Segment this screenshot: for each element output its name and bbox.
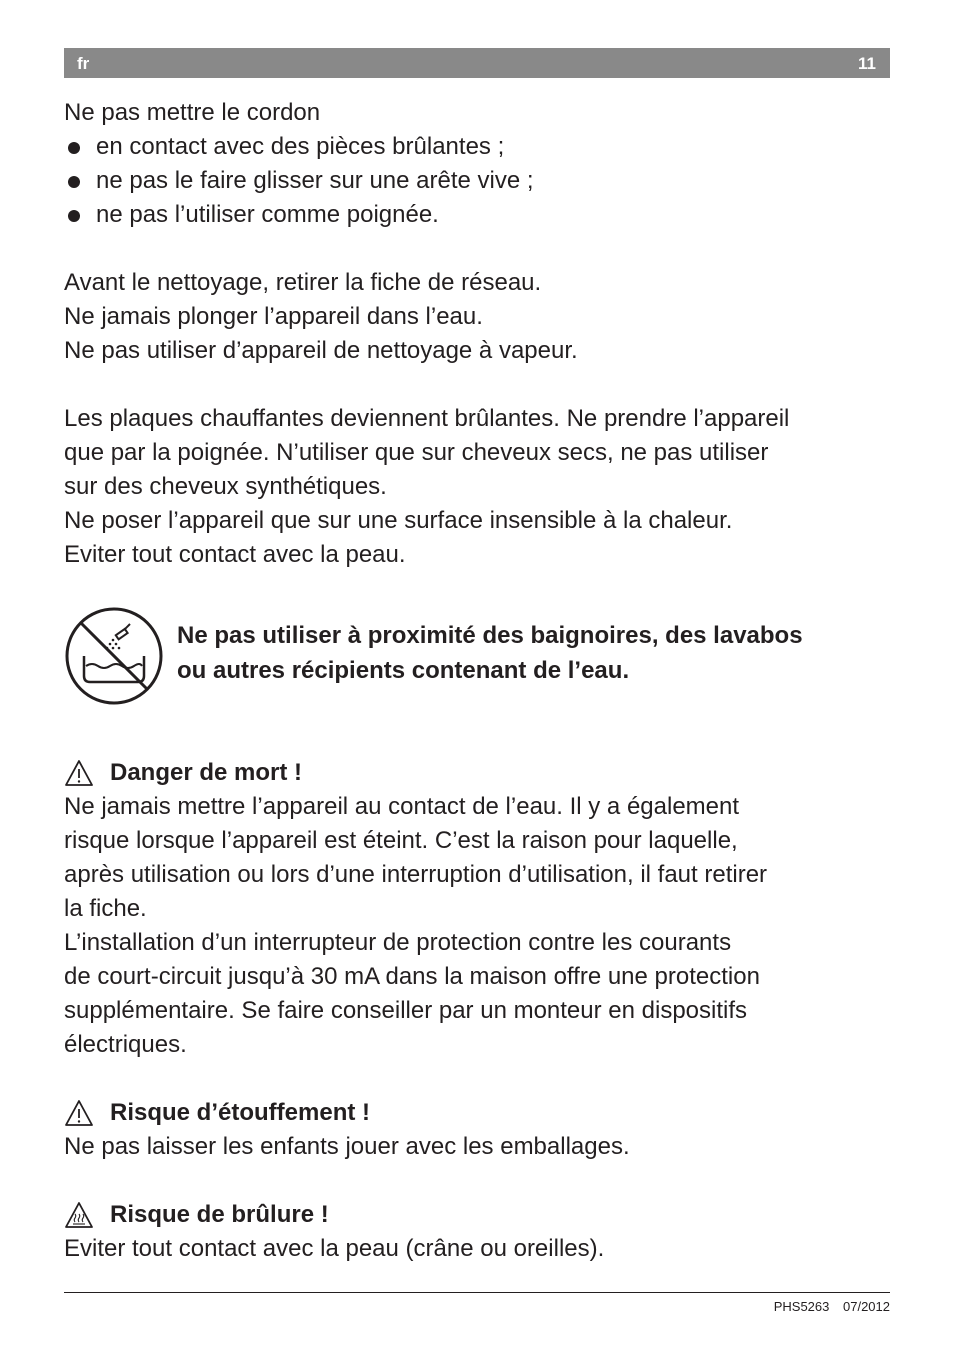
text-line: Ne poser l’appareil que sur une surface insensible à la chaleur. (64, 507, 733, 534)
text-line: Ne pas utiliser d’appareil de nettoyage à vapeur. (64, 337, 578, 364)
text-line: sur des cheveux synthétiques. (64, 473, 387, 500)
page-header-bar (64, 48, 890, 78)
text-line: Ne jamais plonger l’appareil dans l’eau. (64, 303, 483, 330)
model-number: PHS5263 (773, 1299, 830, 1314)
list-item: en contact avec des pièces brûlantes ; (64, 130, 894, 164)
text-line: Ne pas laisser les enfants jouer avec les emballages. (64, 1133, 630, 1160)
text-line: risque lorsque l’appareil est éteint. C’est la raison pour laquelle, (64, 827, 738, 854)
list-item: ne pas l’utiliser comme poignée. (64, 198, 894, 232)
text-line: ou autres récipients contenant de l’eau. (177, 657, 630, 684)
text-line: après utilisation ou lors d’une interruption d’utilisation, il faut retirer (64, 861, 768, 888)
page-content (64, 96, 894, 1266)
text-line: Eviter tout contact avec la peau (crâne ou oreilles). (64, 1235, 605, 1262)
water-warning-text (177, 618, 803, 688)
no-water-proximity-icon (64, 606, 164, 706)
cord-section (64, 96, 894, 232)
bullet-dot-icon (68, 210, 80, 222)
footer-divider (64, 1292, 890, 1293)
text-line: que par la poignée. N’utiliser que sur cheveux secs, ne pas utiliser (64, 439, 769, 466)
page-footer (774, 1299, 890, 1314)
text-line: L’installation d’un interrupteur de protection contre les courants (64, 929, 732, 956)
text-line: Ne pas utiliser à proximité des baignoires, des lavabos (177, 622, 803, 649)
danger-heading: Danger de mort ! (64, 756, 894, 790)
text-line: de court-circuit jusqu’à 30 mA dans la maison offre une protection (64, 963, 760, 990)
heating-plates-section (64, 402, 894, 572)
text-line: supplémentaire. Se faire conseiller par un monteur en dispositifs (64, 997, 748, 1024)
burn-heading: Risque de brûlure ! (64, 1198, 894, 1232)
warning-triangle-icon (64, 759, 94, 787)
warning-triangle-icon (64, 1099, 94, 1127)
danger-section (64, 756, 894, 1062)
bullet-dot-icon (68, 176, 80, 188)
page-number: 11 (858, 54, 876, 73)
text-line: Avant le nettoyage, retirer la fiche de réseau. (64, 269, 542, 296)
suffocation-section (64, 1096, 894, 1164)
suffocation-heading: Risque d’étouffement ! (64, 1096, 894, 1130)
text-line: Ne jamais mettre l’appareil au contact de l’eau. Il y a également (64, 793, 740, 820)
cleaning-section (64, 266, 894, 368)
cord-intro: Ne pas mettre le cordon (64, 99, 321, 126)
text-line: Les plaques chauffantes deviennent brûlantes. Ne prendre l’appareil (64, 405, 790, 432)
text-line: la fiche. (64, 895, 147, 922)
language-code: fr (77, 54, 90, 73)
water-proximity-warning (64, 606, 894, 708)
text-line: électriques. (64, 1031, 187, 1058)
bullet-dot-icon (68, 142, 80, 154)
text-line: Eviter tout contact avec la peau. (64, 541, 406, 568)
cord-bullet-list (64, 130, 894, 232)
burn-section (64, 1198, 894, 1266)
publication-date: 07/2012 (843, 1299, 890, 1314)
hot-surface-warning-icon (64, 1201, 94, 1229)
list-item: ne pas le faire glisser sur une arête vive ; (64, 164, 894, 198)
